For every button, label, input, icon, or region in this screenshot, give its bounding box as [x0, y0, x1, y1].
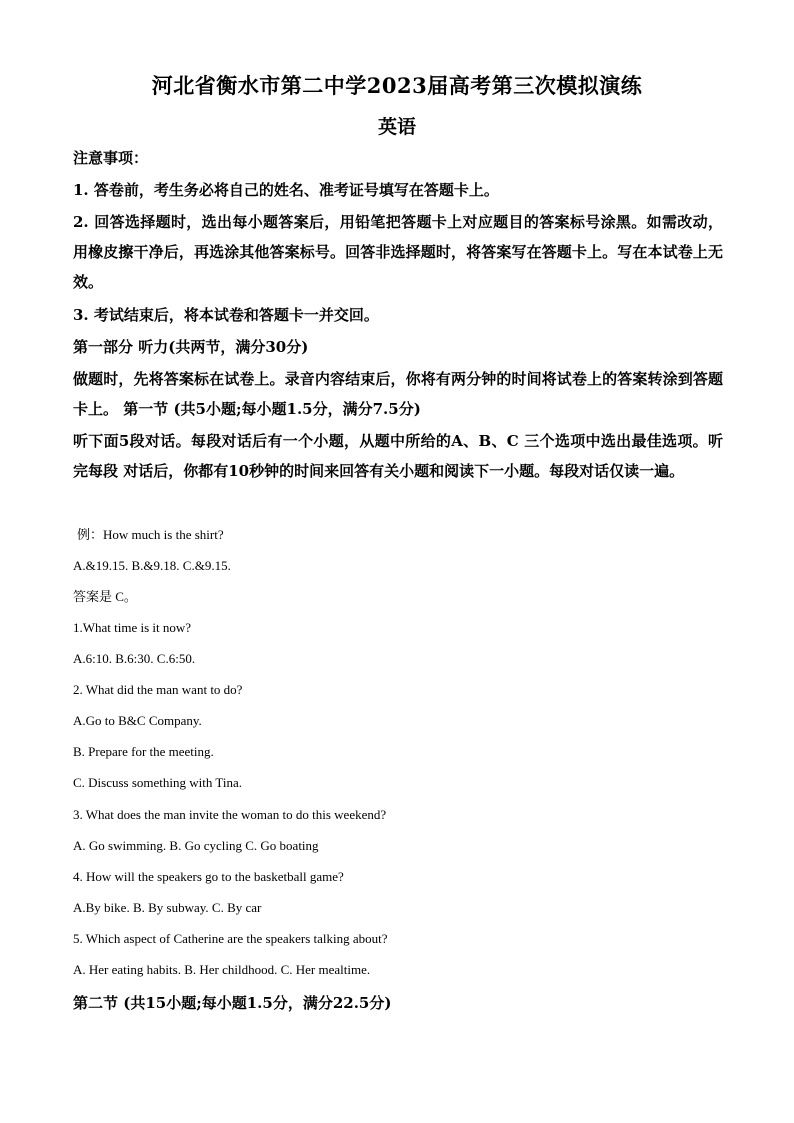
example-options: A.&19.15. B.&9.18. C.&9.15.	[73, 558, 231, 573]
question-2: 2. What did the man want to do?	[73, 682, 243, 697]
notice-item-3: 3. 考试结束后，将本试卷和答题卡一并交回。	[73, 306, 379, 324]
page-title: 河北省衡水市第二中学2023届高考第三次模拟演练	[151, 73, 643, 98]
question-2-option-a: A.Go to B&C Company.	[73, 713, 202, 728]
example-question: 例：How much is the shirt?	[77, 527, 224, 542]
example-answer: 答案是 C。	[73, 589, 137, 604]
part2-heading: 第二节 (共15小题;每小题1.5分，满分22.5分)	[73, 994, 392, 1012]
section1-instruction: 听下面5段对话。每段对话后有一个小题，从题中所给的A、B、C 三个选项中选出最佳选项。听完每段 对话后，你都有10秒钟的时间来回答有关小题和阅读下一小题。每段对话仅读一遍。	[73, 432, 723, 480]
notice-item-2: 2. 回答选择题时，选出每小题答案后，用铅笔把答题卡上对应题目的答案标号涂黑。如需改动，用橡皮擦干净后，再选涂其他答案标号。回答非选择题时，将答案写在答题卡上。写在本试卷上无效。	[73, 213, 723, 291]
question-3: 3. What does the man invite the woman to do this weekend?	[73, 807, 387, 822]
question-4-options: A.By bike. B. By subway. C. By car	[73, 900, 262, 915]
notice-heading: 注意事项：	[73, 149, 149, 167]
part1-instruction: 做题时，先将答案标在试卷上。录音内容结束后，你将有两分钟的时间将试卷上的答案转涂到答题卡上。 第一节 (共5小题;每小题1.5分，满分7.5分)	[73, 370, 723, 418]
question-2-option-b: B. Prepare for the meeting.	[73, 744, 214, 759]
subject-title: 英语	[377, 116, 416, 138]
part1-heading: 第一部分 听力(共两节，满分30分)	[73, 338, 309, 356]
question-1: 1.What time is it now?	[73, 620, 192, 635]
question-1-options: A.6:10. B.6:30. C.6:50.	[73, 651, 196, 666]
question-5: 5. Which aspect of Catherine are the speakers talking about?	[73, 931, 388, 946]
notice-item-1: 1. 答卷前，考生务必将自己的姓名、准考证号填写在答题卡上。	[73, 181, 499, 199]
question-2-option-c: C. Discuss something with Tina.	[73, 775, 243, 790]
question-3-options: A. Go swimming. B. Go cycling C. Go boating	[73, 838, 319, 853]
question-5-options: A. Her eating habits. B. Her childhood. C. Her mealtime.	[73, 962, 371, 977]
question-4: 4. How will the speakers go to the basketball game?	[73, 869, 344, 884]
